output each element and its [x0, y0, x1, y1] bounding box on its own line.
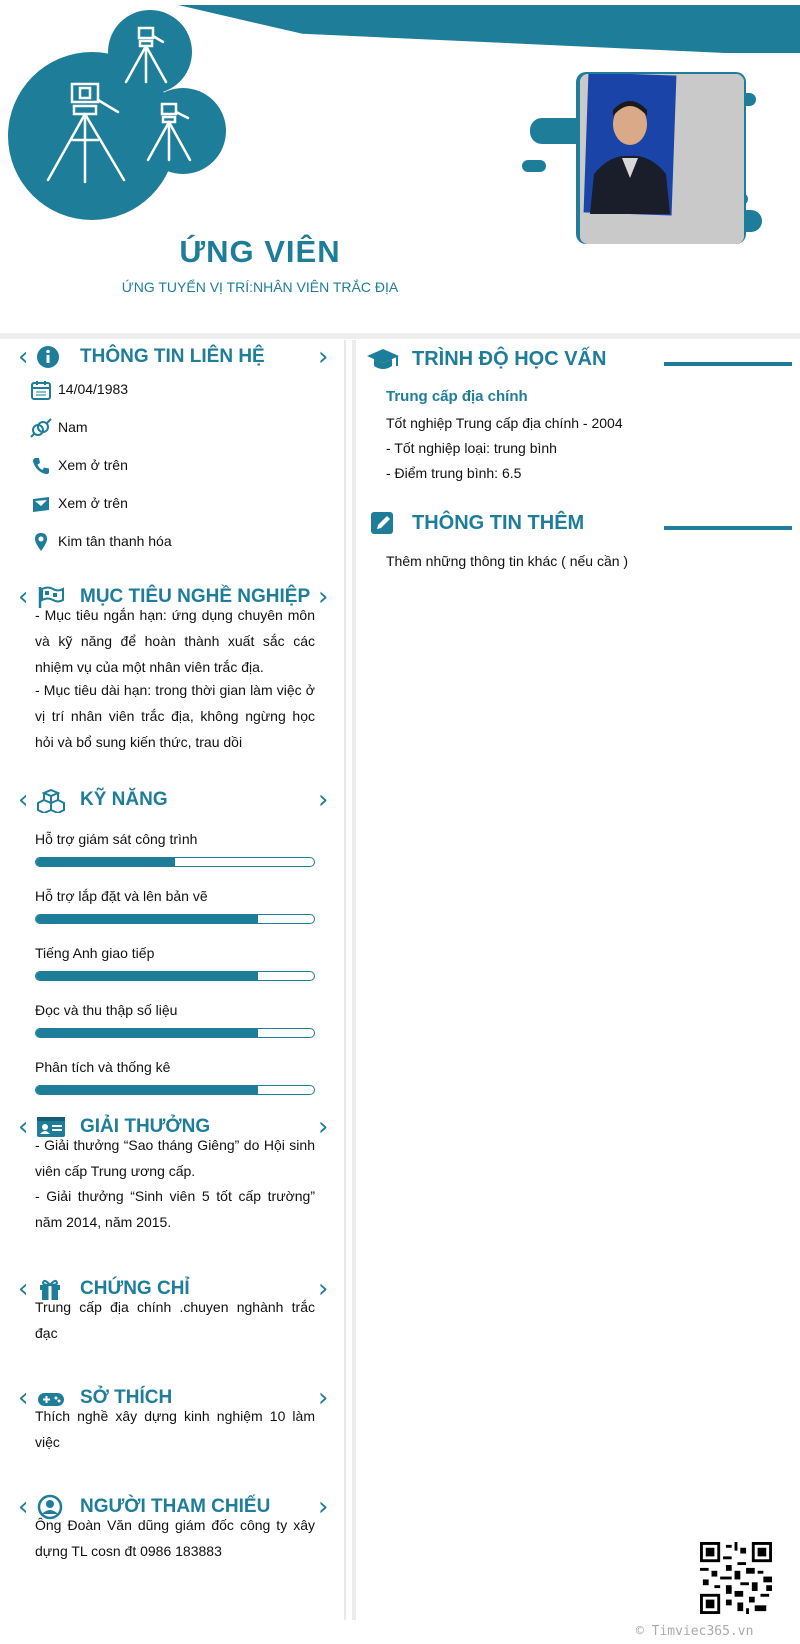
section-title: NGƯỜI THAM CHIẾU	[80, 1496, 271, 1517]
skill-item	[35, 831, 315, 867]
candidate-name: ỨNG VIÊN	[179, 234, 341, 269]
candidate-position: ỨNG TUYỂN VỊ TRÍ:NHÂN VIÊN TRẮC ĐỊA	[121, 279, 399, 295]
edit-icon	[366, 509, 400, 537]
section-contact-header	[0, 340, 344, 374]
skill-bar	[35, 857, 315, 867]
section-title: MỤC TIÊU NGHỀ NGHIỆP	[80, 586, 311, 607]
skill-bar	[35, 971, 315, 981]
section-title: GIẢI THƯỞNG	[80, 1116, 211, 1137]
certificates-text: Trung cấp địa chính .chuyen nghành trắc đạc	[35, 1299, 315, 1341]
section-rule	[664, 526, 792, 530]
objective-long-term: - Mục tiêu dài hạn: trong thời gian làm việc ở vị trí nhân viên trắc địa, không ngừng học hỏi và bổ sung kiến thức, trau dồi	[35, 682, 315, 750]
section-title: CHỨNG CHỈ	[80, 1278, 190, 1299]
phone-icon	[30, 455, 52, 477]
education-school: Trung cấp địa chính	[386, 388, 528, 405]
envelope-icon	[30, 493, 52, 515]
header-divider	[0, 333, 800, 339]
email-value: Xem ở trên	[58, 495, 128, 511]
references-text: Ông Đoàn Văn dũng giám đốc công ty xây dựng TL cosn đt 0986 183883	[35, 1517, 315, 1559]
objective-short-term: - Mục tiêu ngắn hạn: ứng dụng chuyên môn và kỹ năng để hoàn thành xuất sắc các nhiệm vụ của một nhân viên trắc địa.	[35, 607, 315, 675]
skill-bar	[35, 1028, 315, 1038]
skill-bar-fill	[36, 1029, 258, 1037]
skill-name: Hỗ trợ lắp đặt và lên bản vẽ	[35, 888, 208, 904]
info-icon	[36, 344, 66, 370]
skill-name: Phân tích và thống kê	[35, 1059, 171, 1075]
phone-value: Xem ở trên	[58, 457, 128, 473]
footer-copyright: © Timviec365.vn	[636, 1624, 754, 1639]
chevron-left-icon: ‹	[18, 1492, 29, 1522]
graduation-cap-icon	[366, 345, 400, 373]
address-value: Kim tân thanh hóa	[58, 533, 172, 549]
header-top-band	[178, 5, 800, 53]
award-item: - Giải thưởng “Sinh viên 5 tốt cấp trường” năm 2014, năm 2015.	[35, 1188, 315, 1230]
candidate-photo	[580, 74, 744, 244]
qr-code	[700, 1542, 772, 1614]
skill-bar	[35, 1085, 315, 1095]
extra-text: Thêm những thông tin khác ( nếu cần )	[386, 553, 629, 569]
skill-bar	[35, 914, 315, 924]
chevron-right-icon: ›	[318, 785, 329, 815]
section-title: SỞ THÍCH	[80, 1387, 173, 1408]
skill-item	[35, 1002, 315, 1038]
chevron-right-icon: ›	[318, 1274, 329, 1304]
chevron-right-icon: ›	[318, 342, 329, 372]
gender-value: Nam	[58, 419, 88, 435]
chevron-right-icon: ›	[318, 1492, 329, 1522]
chevron-left-icon: ‹	[18, 342, 29, 372]
chevron-left-icon: ‹	[18, 1112, 29, 1142]
gender-icon	[30, 417, 52, 439]
skill-name: Đọc và thu thập số liệu	[35, 1002, 178, 1018]
map-pin-icon	[30, 531, 52, 553]
chevron-right-icon: ›	[318, 1112, 329, 1142]
surveying-tripod-icon	[0, 0, 240, 230]
skill-item	[35, 1059, 315, 1095]
chevron-left-icon: ‹	[18, 785, 29, 815]
skill-name: Tiếng Anh giao tiếp	[35, 945, 155, 961]
skill-item	[35, 888, 315, 924]
skill-bar-fill	[36, 858, 175, 866]
skill-bar-fill	[36, 972, 258, 980]
chevron-left-icon: ‹	[18, 1383, 29, 1413]
skill-bar-fill	[36, 1086, 258, 1094]
cubes-icon	[36, 787, 66, 813]
birthday-value: 14/04/1983	[58, 381, 129, 397]
skill-name: Hỗ trợ giám sát công trình	[35, 831, 198, 847]
section-title: TRÌNH ĐỘ HỌC VẤN	[412, 348, 607, 370]
section-education-header	[356, 342, 796, 376]
section-extra-header	[356, 506, 796, 540]
chevron-left-icon: ‹	[18, 582, 29, 612]
section-title: THÔNG TIN LIÊN HỆ	[80, 346, 265, 367]
decor-pill	[522, 160, 546, 172]
award-item: - Giải thưởng “Sao tháng Giêng” do Hội sinh viên cấp Trung ương cấp.	[35, 1137, 315, 1179]
chevron-right-icon: ›	[318, 1383, 329, 1413]
calendar-icon	[30, 379, 52, 401]
left-column	[0, 340, 344, 1620]
chevron-right-icon: ›	[318, 582, 329, 612]
section-title: THÔNG TIN THÊM	[412, 512, 585, 534]
chevron-left-icon: ‹	[18, 1274, 29, 1304]
education-line: - Tốt nghiệp loại: trung bình	[386, 440, 557, 456]
hobbies-text: Thích nghề xây dựng kinh nghiệm 10 làm việc	[35, 1408, 315, 1450]
skill-bar-fill	[36, 915, 258, 923]
section-skills-header	[0, 783, 344, 817]
section-title: KỸ NĂNG	[80, 789, 168, 810]
skill-item	[35, 945, 315, 981]
right-column	[352, 340, 800, 1620]
education-line: Tốt nghiệp Trung cấp địa chính - 2004	[386, 415, 623, 431]
education-line: - Điểm trung bình: 6.5	[386, 465, 522, 481]
section-rule	[664, 362, 792, 366]
